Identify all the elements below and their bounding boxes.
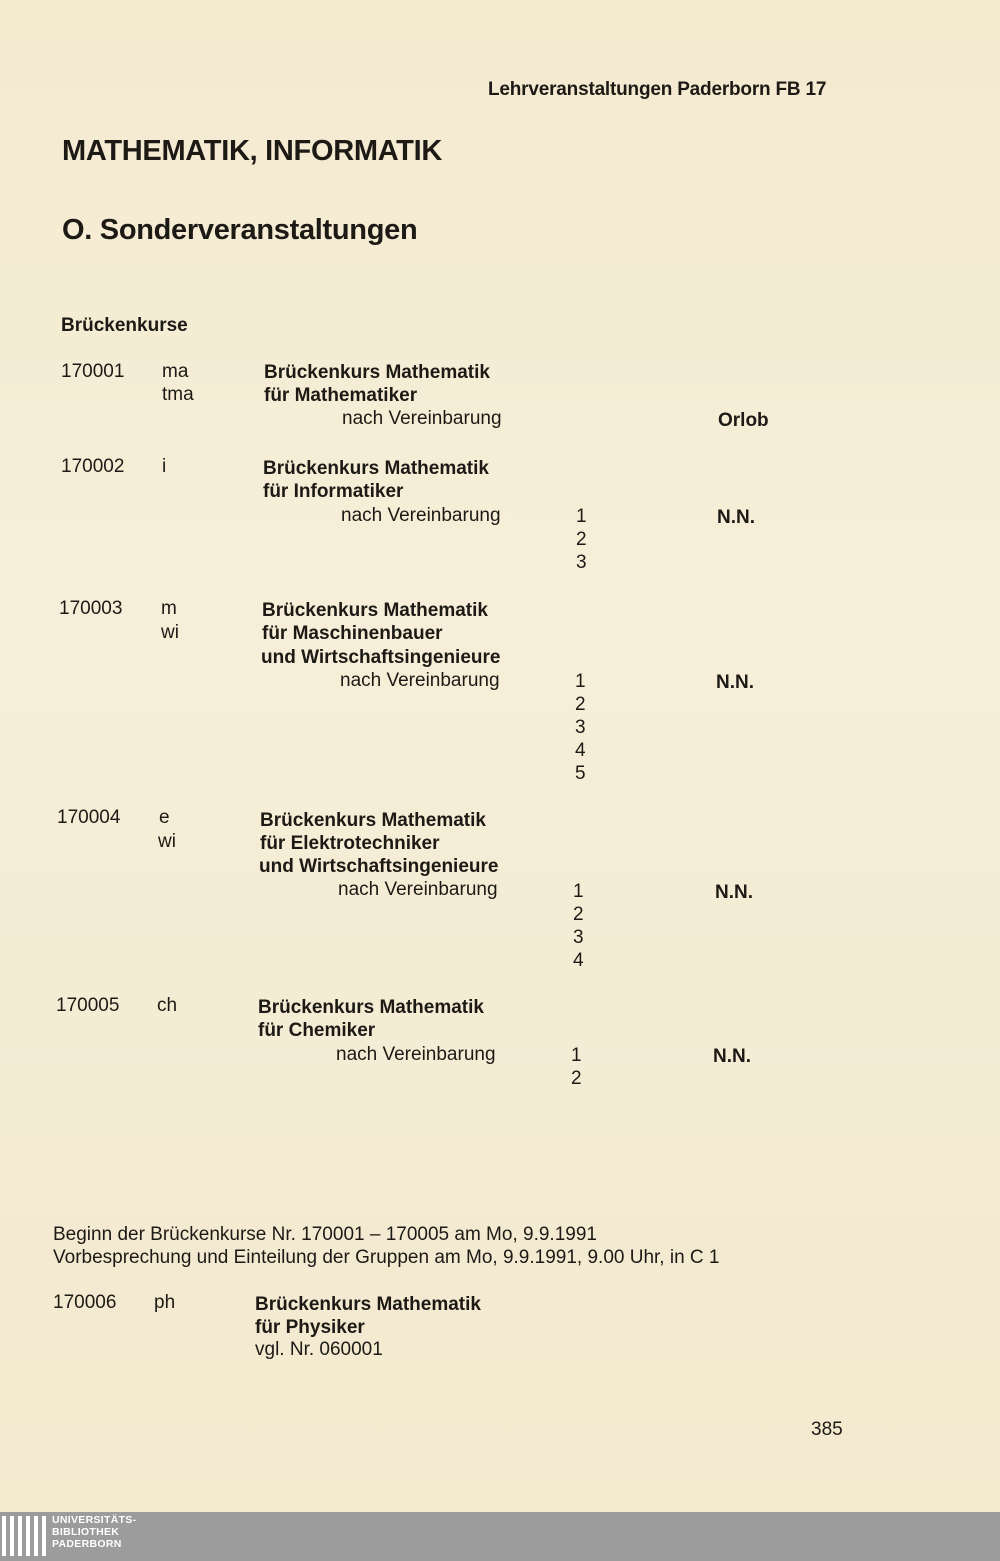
note-start-date: Beginn der Brückenkurse Nr. 170001 – 170005 am Mo, 9.9.1991 (53, 1224, 597, 1245)
course-code: ma (162, 361, 189, 382)
course-number: 170002 (61, 456, 125, 477)
course-code: wi (158, 831, 176, 852)
course-schedule: nach Vereinbarung (338, 879, 498, 900)
course-title-line: Brückenkurs Mathematik (255, 1294, 481, 1315)
course-schedule: nach Vereinbarung (336, 1044, 496, 1065)
course-title-line: Brückenkurs Mathematik (263, 458, 489, 479)
course-title-line: und Wirtschaftsingenieure (259, 856, 499, 877)
group-list (571, 1044, 582, 1090)
course-lecturer: N.N. (715, 882, 753, 903)
course-code: tma (162, 384, 194, 405)
course-schedule: nach Vereinbarung (341, 505, 501, 526)
running-head: Lehrveranstaltungen Paderborn FB 17 (488, 79, 827, 100)
course-title-line: und Wirtschaftsingenieure (261, 647, 501, 668)
course-title-line: für Mathematiker (264, 385, 418, 406)
course-code: ch (157, 995, 178, 1016)
course-code: i (162, 456, 167, 477)
group-list (573, 880, 584, 972)
group-number: 2 (571, 1068, 582, 1089)
course-schedule: nach Vereinbarung (340, 670, 500, 691)
course-number: 170006 (53, 1292, 117, 1313)
subsection-title: Brückenkurse (61, 315, 188, 336)
course-lecturer: N.N. (716, 672, 754, 693)
group-number: 2 (575, 694, 586, 715)
course-code: e (159, 807, 170, 828)
group-number: 3 (573, 927, 584, 948)
course-lecturer: Orlob (718, 410, 769, 431)
course-code: m (161, 598, 177, 619)
course-code: ph (154, 1292, 176, 1313)
course-lecturer: N.N. (717, 507, 755, 528)
course-number: 170004 (57, 807, 121, 828)
course-code: wi (161, 622, 179, 643)
page-number: 385 (811, 1419, 843, 1440)
group-number: 4 (573, 950, 584, 971)
library-logo-icon (2, 1514, 46, 1558)
course-title-line: Brückenkurs Mathematik (262, 600, 488, 621)
group-number: 2 (573, 904, 584, 925)
note-preliminary-meeting: Vorbesprechung und Einteilung der Gruppen am Mo, 9.9.1991, 9.00 Uhr, in C 1 (53, 1247, 720, 1268)
course-title-line: für Informatiker (263, 481, 404, 502)
course-number: 170005 (56, 995, 120, 1016)
group-number: 3 (575, 717, 586, 738)
course-number: 170003 (59, 598, 123, 619)
course-title-line: für Physiker (255, 1317, 365, 1338)
library-name-line: UNIVERSITÄTS- (52, 1514, 137, 1526)
course-schedule: nach Vereinbarung (342, 408, 502, 429)
library-name-line: PADERBORN (52, 1538, 122, 1550)
course-title-line: für Maschinenbauer (262, 623, 443, 644)
group-number: 1 (575, 671, 586, 692)
library-name (52, 1514, 136, 1550)
group-number: 1 (571, 1045, 582, 1066)
course-title-line: Brückenkurs Mathematik (260, 810, 486, 831)
group-number: 5 (575, 763, 586, 784)
library-footer-bar (0, 1512, 1000, 1561)
course-lecturer: N.N. (713, 1046, 751, 1067)
course-number: 170001 (61, 361, 125, 382)
course-reference: vgl. Nr. 060001 (255, 1339, 383, 1360)
library-name-line: BIBLIOTHEK (52, 1526, 120, 1538)
course-title-line: für Elektrotechniker (260, 833, 440, 854)
group-list (576, 505, 587, 574)
group-number: 1 (573, 881, 584, 902)
group-number: 4 (575, 740, 586, 761)
group-number: 1 (576, 506, 587, 527)
course-title-line: Brückenkurs Mathematik (264, 362, 490, 383)
course-title-line: für Chemiker (258, 1020, 376, 1041)
group-list (575, 670, 586, 785)
group-number: 2 (576, 529, 587, 550)
group-number: 3 (576, 552, 587, 573)
section-title: O. Sonderveranstaltungen (62, 214, 418, 246)
page-title: MATHEMATIK, INFORMATIK (62, 135, 443, 167)
course-title-line: Brückenkurs Mathematik (258, 997, 484, 1018)
